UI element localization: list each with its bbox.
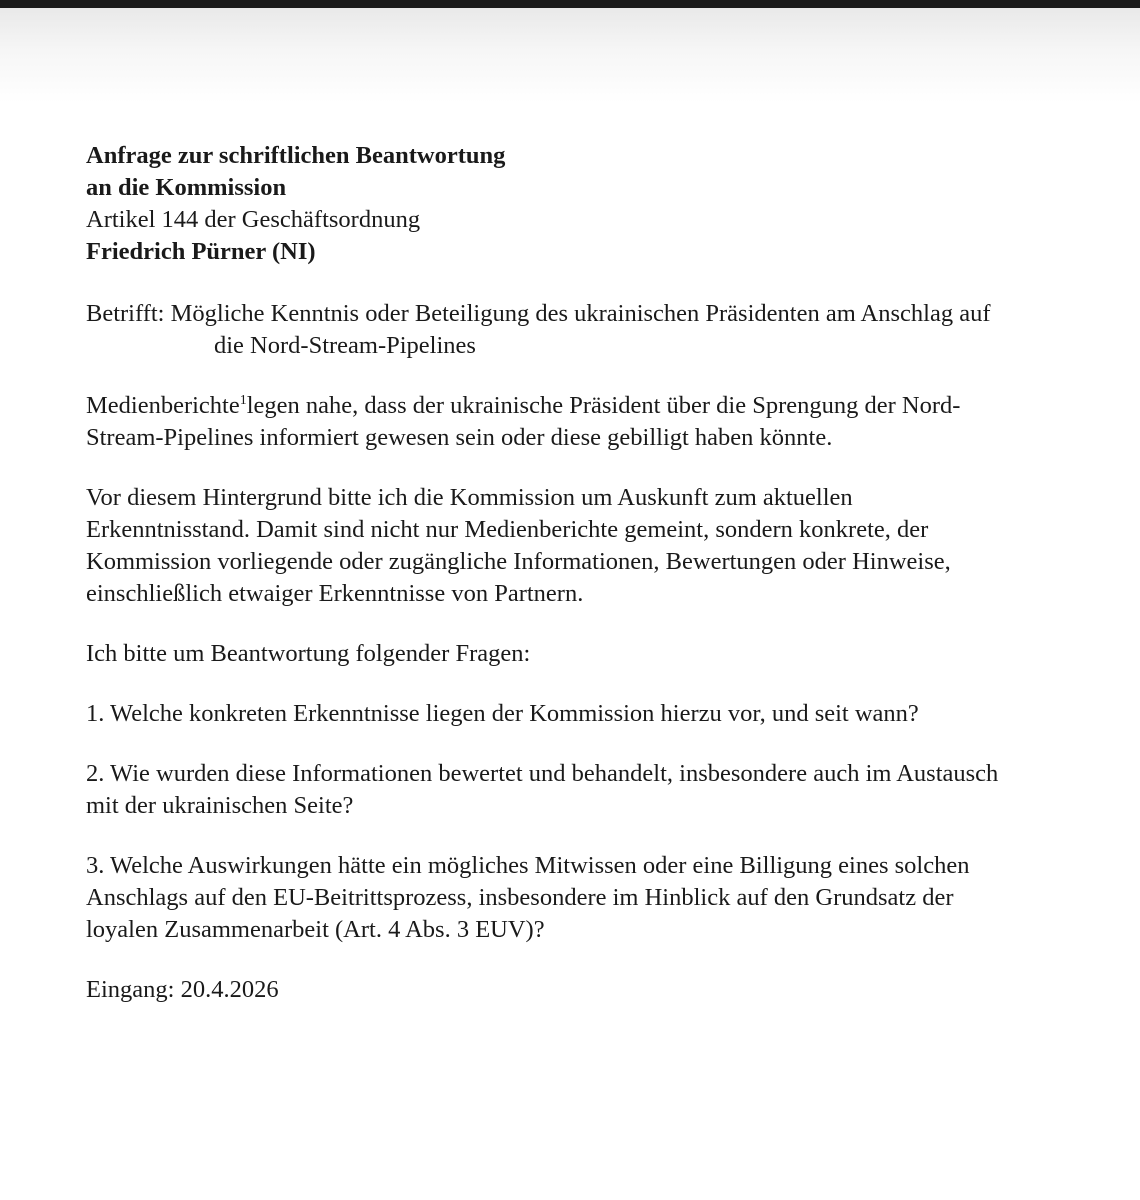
top-edge-bar bbox=[0, 0, 1140, 8]
document-body bbox=[86, 140, 1126, 1006]
question-3-line-3: loyalen Zusammenarbeit (Art. 4 Abs. 3 EUV)? bbox=[86, 916, 545, 943]
intro-paragraph bbox=[86, 390, 1126, 454]
background-line-2: Erkenntnisstand. Damit sind nicht nur Medienberichte gemeint, sondern konkrete, der bbox=[86, 516, 929, 543]
document-header bbox=[86, 140, 1126, 268]
question-3-line-1: 3. Welche Auswirkungen hätte ein mögliches Mitwissen oder eine Billigung eines solchen bbox=[86, 852, 970, 879]
question-1 bbox=[86, 698, 1126, 730]
header-author: Friedrich Pürner (NI) bbox=[86, 238, 316, 265]
header-title: Anfrage zur schriftlichen Beantwortung bbox=[86, 142, 506, 169]
request-paragraph bbox=[86, 638, 1126, 670]
header-rule-reference: Artikel 144 der Geschäftsordnung bbox=[86, 206, 421, 233]
background-line-3: Kommission vorliegende oder zugängliche Informationen, Bewertungen oder Hinweise, bbox=[86, 548, 951, 575]
question-2-line-1: 2. Wie wurden diese Informationen bewertet und behandelt, insbesondere auch im Austausch bbox=[86, 760, 999, 787]
intro-word: Medienberichte bbox=[86, 392, 240, 419]
subject-block bbox=[86, 298, 1126, 362]
header-recipient: an die Kommission bbox=[86, 174, 287, 201]
question-3 bbox=[86, 850, 1126, 946]
request-line: Ich bitte um Beantwortung folgender Fragen: bbox=[86, 640, 531, 667]
question-2 bbox=[86, 758, 1126, 822]
subject-line-1: Betrifft: Mögliche Kenntnis oder Beteiligung des ukrainischen Präsidenten am Anschlag auf bbox=[86, 300, 991, 327]
intro-line-2: Stream-Pipelines informiert gewesen sein oder diese gebilligt haben könnte. bbox=[86, 424, 833, 451]
footnote-marker: 1 bbox=[239, 393, 247, 408]
intro-line-1-rest: legen nahe, dass der ukrainische Präsident über die Sprengung der Nord- bbox=[246, 392, 961, 419]
received-date: Eingang: 20.4.2026 bbox=[86, 976, 279, 1003]
top-shadow bbox=[0, 8, 1140, 103]
background-line-4: einschließlich etwaiger Erkenntnisse von Partnern. bbox=[86, 580, 584, 607]
question-2-line-2: mit der ukrainischen Seite? bbox=[86, 792, 354, 819]
background-paragraph bbox=[86, 482, 1126, 610]
subject-line-2: die Nord-Stream-Pipelines bbox=[214, 332, 476, 359]
received-block bbox=[86, 974, 1126, 1006]
background-line-1: Vor diesem Hintergrund bitte ich die Kommission um Auskunft zum aktuellen bbox=[86, 484, 853, 511]
question-3-line-2: Anschlags auf den EU-Beitrittsprozess, insbesondere im Hinblick auf den Grundsatz der bbox=[86, 884, 954, 911]
question-1-line-1: 1. Welche konkreten Erkenntnisse liegen der Kommission hierzu vor, und seit wann? bbox=[86, 700, 919, 727]
